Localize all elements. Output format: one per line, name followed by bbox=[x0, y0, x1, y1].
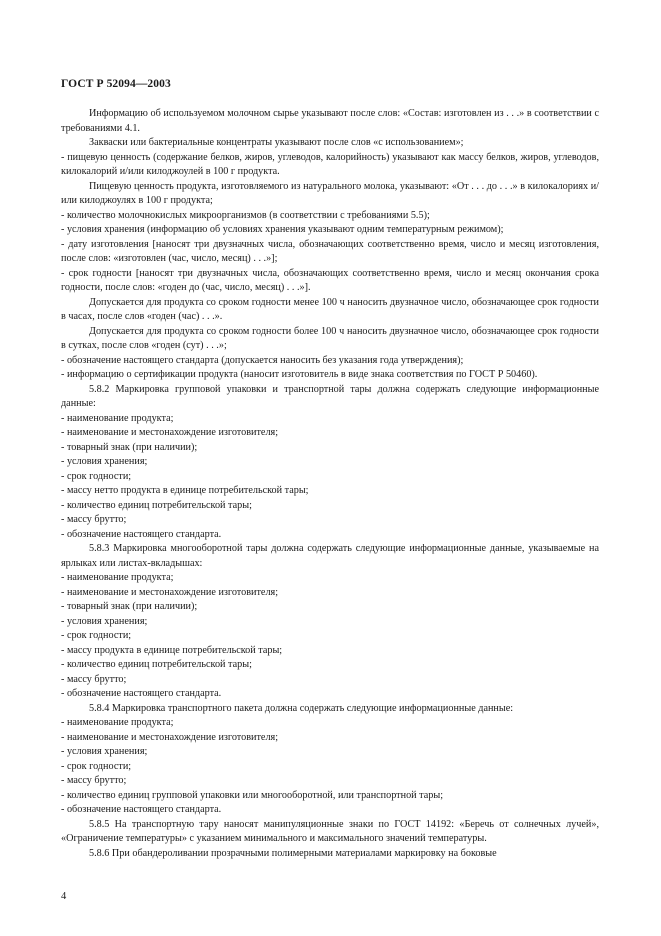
paragraph: Информацию об используемом молочном сырье указывают после слов: «Состав: изготовлен из . . .» в соответствии с требованиями 4.1. bbox=[61, 108, 599, 134]
list-item: - наименование продукта; bbox=[61, 572, 174, 583]
list-item: - обозначение настоящего стандарта. bbox=[61, 804, 222, 815]
list-item: - массу брутто; bbox=[61, 514, 127, 525]
section-5-8-6: 5.8.6 При обандероливании прозрачными полимерными материалами маркировку на боковые bbox=[89, 847, 497, 859]
document-header: ГОСТ Р 52094—2003 bbox=[61, 78, 171, 90]
list-item: - обозначение настоящего стандарта. bbox=[61, 528, 222, 540]
paragraph: Допускается для продукта со сроком годности менее 100 ч наносить двузначное число, обозначающее срок годности в часах, после слов «годен (час) . . .». bbox=[61, 296, 599, 322]
list-item: - срок годности; bbox=[61, 470, 132, 482]
list-item: - информацию о сертификации продукта (наносит изготовитель в виде знака соответствия по ГОСТ Р 50460). bbox=[61, 369, 538, 380]
list-item: - условия хранения; bbox=[61, 456, 148, 467]
list-item: - условия хранения (информацию об условиях хранения указывают одним температурным режимом); bbox=[61, 224, 504, 235]
list-item: - наименование продукта; bbox=[61, 717, 174, 728]
list-item: - наименование и местонахождение изготовителя; bbox=[61, 586, 279, 598]
list-item: - срок годности; bbox=[61, 630, 132, 641]
page-number: 4 bbox=[61, 891, 67, 902]
list-item: - количество единиц групповой упаковки или многооборотной, или транспортной тары; bbox=[61, 789, 444, 801]
list-item: - количество молочнокислых микроорганизмов (в соответствии с требованиями 5.5); bbox=[61, 209, 430, 221]
list-item: - наименование и местонахождение изготовителя; bbox=[61, 427, 279, 438]
list-item: - массу нетто продукта в единице потребительской тары; bbox=[61, 485, 309, 496]
list-item: - срок годности; bbox=[61, 760, 132, 772]
list-item: - пищевую ценность (содержание белков, жиров, углеводов, калорийность) указывают как массу белков, жиров, углеводов, килокалорий и/или килоджоулей в 100 г продукта. bbox=[61, 151, 599, 177]
list-item: - наименование продукта; bbox=[61, 412, 174, 424]
list-item: - количество единиц потребительской тары; bbox=[61, 659, 252, 670]
list-item: - условия хранения; bbox=[61, 746, 148, 757]
section-5-8-4: 5.8.4 Маркировка транспортного пакета должна содержать следующие информационные данные: bbox=[89, 702, 514, 714]
list-item: - обозначение настоящего стандарта (допускается наносить без указания года утверждения); bbox=[61, 354, 464, 366]
paragraph: Допускается для продукта со сроком годности более 100 ч наносить двузначное число, обозначающее срок годности в сутках, после слов «годен (сут) . . .»; bbox=[61, 325, 599, 351]
list-item: - массу брутто; bbox=[61, 775, 127, 786]
list-item: - количество единиц потребительской тары; bbox=[61, 499, 252, 511]
list-item: - дату изготовления [наносят три двузначных числа, обозначающих соответственно время, число и месяц изготовления, после слов: «изготовлен (час, число, месяц) . . .»]; bbox=[61, 238, 599, 264]
paragraph: Пищевую ценность продукта, изготовляемого из натурального молока, указывают: «От . . . до . . .» в килокалориях и/или килоджоулях в 100 г продукта; bbox=[61, 180, 599, 206]
list-item: - условия хранения; bbox=[61, 615, 148, 627]
section-5-8-3: 5.8.3 Маркировка многооборотной тары должна содержать следующие информационные данные, указываемые на ярлыках или листах-вкладышах: bbox=[61, 543, 599, 569]
list-item: - наименование и местонахождение изготовителя; bbox=[61, 731, 279, 743]
list-item: - товарный знак (при наличии); bbox=[61, 601, 198, 612]
list-item: - обозначение настоящего стандарта. bbox=[61, 688, 222, 699]
document-body bbox=[61, 107, 599, 861]
list-item: - массу брутто; bbox=[61, 673, 127, 685]
list-item: - массу продукта в единице потребительской тары; bbox=[61, 644, 283, 656]
list-item: - срок годности [наносят три двузначных числа, обозначающих соответственно время, число и месяц окончания срока годности, после слов: «годен до (час, число, месяц) . . .»]. bbox=[61, 267, 599, 293]
list-item: - товарный знак (при наличии); bbox=[61, 441, 198, 453]
section-5-8-5: 5.8.5 На транспортную тару наносят манипуляционные знаки по ГОСТ 14192: «Беречь от солнечных лучей», «Ограничение температуры» с указанием минимального и максимального значений температуры. bbox=[61, 818, 599, 844]
paragraph: Закваски или бактериальные концентраты указывают после слов «с использованием»; bbox=[89, 137, 464, 148]
section-5-8-2: 5.8.2 Маркировка групповой упаковки и транспортной тары должна содержать следующие информационные данные: bbox=[61, 383, 599, 409]
